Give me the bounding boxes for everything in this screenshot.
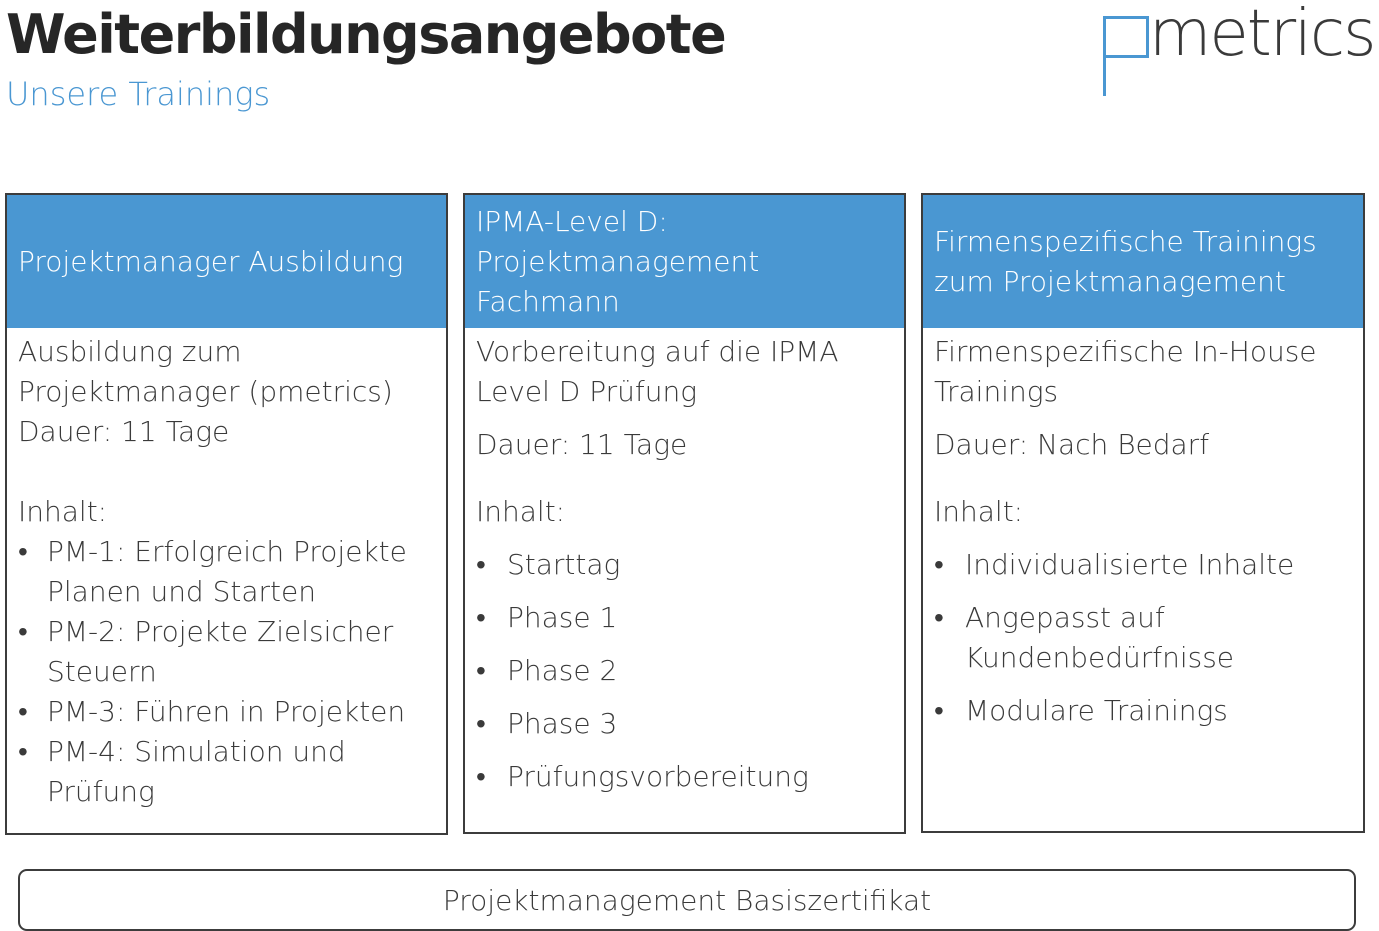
card-content-label: Inhalt: — [18, 495, 108, 528]
card-body — [465, 328, 904, 797]
card-heading — [465, 195, 904, 328]
list-item: • PM-4: Simulation und Prüfung — [18, 732, 436, 812]
card-body — [7, 328, 446, 812]
list-item: • Modulare Trainings — [934, 691, 1353, 731]
card-description: Firmenspezifische In-House Trainings — [934, 335, 1317, 408]
training-card-ipma — [463, 193, 906, 834]
card-heading — [7, 195, 446, 328]
card-description: Vorbereitung auf die IPMA Level D Prüfung — [476, 335, 839, 408]
list-item: • PM-1: Erfolgreich Projekte Planen und Starten — [18, 532, 436, 612]
card-content-list — [934, 545, 1353, 731]
list-item: • PM-2: Projekte Zielsicher Steuern — [18, 612, 436, 692]
card-description: Ausbildung zum Projektmanager (pmetrics) — [18, 335, 393, 408]
card-duration: Dauer: 11 Tage — [18, 415, 230, 448]
card-heading-text: IPMA-Level D: Projektmanagement Fachmann — [476, 204, 760, 318]
list-item: • Starttag — [476, 545, 894, 585]
card-heading — [923, 195, 1363, 328]
list-item: • Phase 3 — [476, 704, 894, 744]
list-item: • Prüfungsvorbereitung — [476, 757, 894, 797]
spacer — [18, 452, 436, 492]
page-subtitle: Unsere Trainings — [6, 75, 271, 113]
pmetrics-logo — [1103, 0, 1375, 98]
card-duration: Dauer: 11 Tage — [476, 428, 688, 461]
basiszertifikat-label: Projektmanagement Basiszertifikat — [442, 883, 932, 917]
logo-wordmark: metrics — [1149, 0, 1375, 71]
logo-mark-box-bottom — [1103, 55, 1149, 58]
card-body — [923, 328, 1363, 731]
list-item: • Phase 1 — [476, 598, 894, 638]
logo-mark-box — [1103, 16, 1149, 58]
card-content-label: Inhalt: — [934, 495, 1024, 528]
card-heading-text: Projektmanager Ausbildung — [18, 244, 404, 278]
card-content-list — [476, 545, 894, 797]
card-heading-text: Firmenspezifische Trainings zum Projektmanagement — [934, 224, 1317, 298]
training-card-projektmanager — [5, 193, 448, 835]
page-title: Weiterbildungsangebote — [6, 3, 726, 66]
list-item: • PM-3: Führen in Projekten — [18, 692, 436, 732]
card-duration: Dauer: Nach Bedarf — [934, 428, 1210, 461]
basiszertifikat-bar — [18, 869, 1356, 931]
card-content-list — [18, 532, 436, 812]
list-item: • Angepasst auf Kundenbedürfnisse — [934, 598, 1353, 678]
list-item: • Individualisierte Inhalte — [934, 545, 1353, 585]
card-content-label: Inhalt: — [476, 495, 566, 528]
list-item: • Phase 2 — [476, 651, 894, 691]
training-card-firmenspezifisch — [921, 193, 1365, 833]
